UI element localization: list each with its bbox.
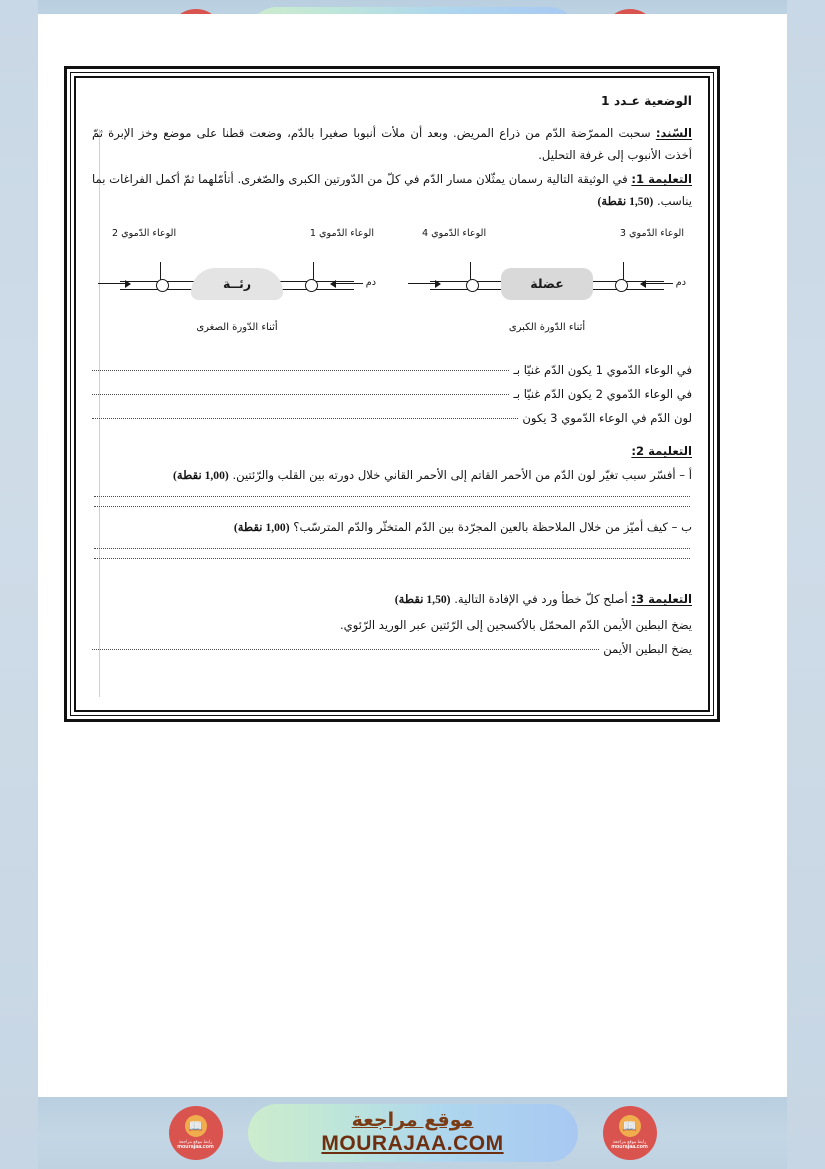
- blank-statement-3: [92, 407, 692, 429]
- promo-url-bottom[interactable]: MOURAJAA.COM: [321, 1131, 504, 1155]
- instruction-1-label: التعليمة 1:: [631, 172, 692, 187]
- logo-caption-url: mourajaa.com: [177, 1144, 214, 1151]
- exam-frame: [64, 66, 720, 722]
- flow-arrow-icon: [641, 283, 673, 285]
- document-sheet: [38, 14, 787, 1155]
- instruction-2-part-a: [92, 464, 692, 487]
- blank-statement-1: [92, 359, 692, 381]
- logo-caption-arabic: رابط موقع مراجعة: [612, 1138, 647, 1144]
- vessel-valve-2: [156, 279, 169, 292]
- logo-caption-url: mourajaa.com: [611, 1144, 648, 1151]
- blood-inflow-grande: [641, 279, 686, 289]
- blood-inflow-label: دم: [365, 277, 376, 289]
- promo-pill-bottom: [248, 1104, 578, 1162]
- flow-arrow-icon: [408, 283, 440, 285]
- blank-statement-2-text: في الوعاء الدّموي 2 يكون الدّم غنيّا بـ: [513, 387, 692, 402]
- diagram-petite-circulation: [98, 228, 376, 337]
- part-b-marker: ب –: [671, 520, 692, 535]
- blank-answer-field-3[interactable]: [92, 418, 518, 419]
- promo-arabic-title-bottom: موقع مراجعة: [351, 1109, 474, 1131]
- part-a-points: (1,00 نقطة): [173, 468, 229, 482]
- instruction-2-label: التعليمة 2:: [631, 443, 692, 458]
- instruction-3-label: التعليمة 3:: [631, 592, 692, 607]
- instruction-1-text: في الوثيقة التالية رسمان يمثّلان مسار الدّم في كلّ من الدّورتين الكبرى والصّغرى. أتأمّلهما ثمّ أكمل الفراغات بما يناسب.: [92, 172, 692, 209]
- circulation-diagrams: [98, 228, 686, 337]
- instruction-3-text: أصلح كلّ خطأ ورد في الإفادة التالية.: [454, 592, 628, 607]
- logo-caption-arabic: رابط موقع مراجعة: [178, 1138, 213, 1144]
- diagram-label-vessel-1: الوعاء الدّموي 1: [309, 227, 374, 239]
- book-icon: 📖: [185, 1115, 207, 1137]
- worksheet-title: الوضعية عـدد 1: [601, 94, 692, 108]
- diagram-label-vessel-4: الوعاء الدّموي 4: [422, 227, 487, 239]
- blank-statement-1-text: في الوعاء الدّموي 1 يكون الدّم غنيّا بـ: [513, 362, 692, 377]
- blank-answer-field-1[interactable]: [92, 370, 509, 371]
- instruction-2-paragraph: [92, 440, 692, 462]
- diagram-caption-grande: أثناء الدّورة الكبرى: [508, 321, 586, 333]
- support-label: السّند:: [655, 125, 693, 140]
- worksheet-body: [92, 90, 692, 660]
- site-logo-left-bottom: [169, 1106, 223, 1160]
- page-side-band-left: [0, 0, 38, 1169]
- instruction-1-points: (1,50 نقطة): [597, 195, 654, 209]
- blood-inflow-petite: [331, 279, 376, 289]
- part-a-text: أفسّر سبب تغيّر لون الدّم من الأحمر القاتم إلى الأحمر القاني خلال دورته بين القلب والرّئتين.: [232, 467, 676, 482]
- answer-line-b-1[interactable]: [94, 548, 690, 549]
- promo-banner-bottom: [38, 1097, 787, 1169]
- answer-line-a-1[interactable]: [94, 496, 690, 497]
- diagram-label-vessel-2: الوعاء الدّموي 2: [112, 227, 177, 239]
- answer-line-a-2[interactable]: [94, 506, 690, 507]
- instruction-3-statement: يضخ البطين الأيمن الدّم المحمّل بالأكسجين إلى الرّئتين عبر الوريد الرّئوي.: [340, 617, 692, 632]
- vessel-valve-1: [305, 279, 318, 292]
- page-side-band-right: [787, 0, 825, 1169]
- flow-arrow-icon: [331, 283, 363, 285]
- blank-statement-3-text: لون الدّم في الوعاء الدّموي 3 يكون: [522, 411, 692, 426]
- instruction-3-points: (1,50 نقطة): [394, 593, 451, 607]
- margin-rule: [99, 129, 100, 697]
- diagram-caption-petite: أثناء الدّورة الصغرى: [196, 321, 278, 333]
- blood-outflow-petite: [98, 279, 130, 289]
- vessel-valve-3: [615, 279, 628, 292]
- flow-arrow-icon: [98, 283, 130, 285]
- instruction-1-paragraph: [92, 168, 692, 214]
- blank-statement-2: [92, 383, 692, 405]
- book-icon: 📖: [619, 1115, 641, 1137]
- diagram-grande-circulation: [408, 228, 686, 337]
- instruction-3-answer-field[interactable]: [92, 649, 599, 650]
- instruction-3-answer-prefix: يضخ البطين الأيمن: [603, 641, 692, 656]
- blood-outflow-grande: [408, 279, 440, 289]
- support-text: سحبت الممرّضة الدّم من ذراع المريض. وبعد أن ملأت أنبوبا صغيرا بالدّم، وضعت قطنا على موضع وخز الإبرة ثمّ أخذت الأنبوب إلى غرفة التحليل.: [92, 125, 692, 162]
- organ-lung: رئــة: [191, 268, 283, 300]
- instruction-3-paragraph: [92, 588, 692, 611]
- part-b-points: (1,00 نقطة): [233, 521, 290, 535]
- blank-answer-field-2[interactable]: [92, 394, 509, 395]
- vessel-valve-4: [466, 279, 479, 292]
- instruction-2-part-b: [92, 516, 692, 539]
- organ-muscle: عضلة: [501, 268, 593, 300]
- answer-line-b-2[interactable]: [94, 558, 690, 559]
- instruction-3-answer-row: [92, 638, 692, 660]
- part-b-text: كيف أميّز من خلال الملاحظة بالعين المجرّدة بين الدّم المتخثّر والدّم المترسّب؟: [293, 520, 668, 535]
- diagram-label-vessel-3: الوعاء الدّموي 3: [619, 227, 684, 239]
- blood-inflow-label: دم: [675, 277, 686, 289]
- site-logo-right-bottom: [603, 1106, 657, 1160]
- support-paragraph: [92, 122, 692, 167]
- part-a-marker: أ –: [679, 467, 692, 482]
